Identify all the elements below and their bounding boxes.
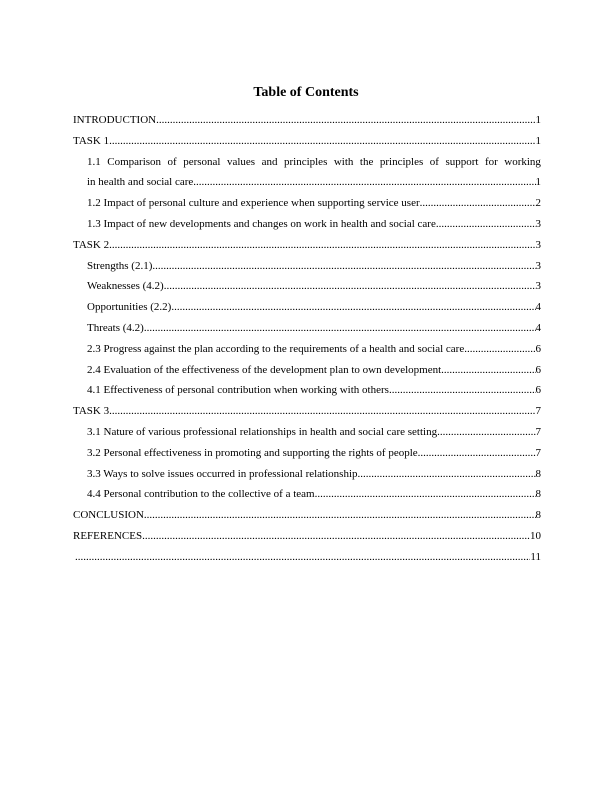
toc-page-number: 8: [535, 467, 541, 480]
toc-page-number: 6: [535, 384, 541, 397]
toc-page-number: 8: [535, 488, 541, 501]
word: with: [333, 155, 354, 168]
toc-entry-text-line2: [87, 172, 541, 193]
toc-entry-text: Strengths (2.1): [87, 259, 153, 272]
table-of-contents: [73, 110, 541, 568]
toc-entry-text: REFERENCES: [73, 529, 143, 542]
dot-leader: [156, 110, 535, 131]
toc-entry-text: INTRODUCTION: [73, 114, 157, 126]
dot-leader: [441, 360, 535, 381]
toc-entry-introduction[interactable]: [73, 110, 541, 131]
toc-entry-text: 3.2 Personal effectiveness in promoting and supporting the rights of people: [87, 446, 418, 459]
word: values: [226, 155, 256, 168]
dot-leader: [420, 193, 536, 214]
dot-leader: [389, 380, 536, 401]
word: of: [429, 155, 439, 168]
dot-leader: [109, 131, 535, 152]
toc-entry-conclusion[interactable]: [73, 505, 541, 526]
toc-entry-3-2[interactable]: [73, 443, 541, 464]
toc-entry-task-1[interactable]: [73, 131, 541, 152]
word: for: [484, 155, 498, 168]
word: working: [504, 155, 541, 168]
toc-entry-text: 2.4 Evaluation of the effectiveness of the development plan to own development: [87, 363, 442, 376]
dot-leader: [418, 443, 536, 464]
dot-leader: [142, 526, 530, 547]
toc-page-number: 7: [535, 425, 541, 438]
toc-page-number: 4: [535, 301, 541, 314]
toc-entry-text: 2.3 Progress against the plan according to the requirements of a health and social care: [87, 342, 465, 355]
dot-leader: [152, 256, 535, 277]
toc-page-number: 3: [535, 217, 541, 230]
toc-entry-3-3[interactable]: [73, 464, 541, 485]
dot-leader: [164, 276, 536, 297]
toc-entry-4-1[interactable]: [73, 380, 541, 401]
toc-entry-4-4[interactable]: [73, 484, 541, 505]
toc-entry-text: 1.3 Impact of new developments and changes on work in health and social care: [87, 217, 436, 230]
dot-leader: [109, 235, 535, 256]
toc-page-number: 3: [535, 280, 541, 293]
toc-entry-text: TASK 2: [73, 238, 110, 251]
dot-leader: [464, 339, 535, 360]
toc-entry-text: Opportunities (2.2): [87, 301, 172, 314]
dot-leader: [436, 214, 536, 235]
dot-leader: [109, 401, 535, 422]
dot-leader: [358, 464, 536, 485]
toc-entry-3-1[interactable]: [73, 422, 541, 443]
toc-page-number: 11: [530, 550, 541, 563]
toc-entry-weaknesses[interactable]: [73, 276, 541, 297]
toc-page-number: 8: [535, 509, 541, 522]
dot-leader: [193, 172, 535, 193]
dot-leader: [75, 547, 530, 568]
toc-entry-text-line1: [87, 152, 541, 173]
toc-entry-strengths[interactable]: [73, 256, 541, 277]
toc-entry-task-3[interactable]: [73, 401, 541, 422]
toc-entry-text: TASK 3: [73, 405, 110, 418]
dot-leader: [315, 484, 536, 505]
toc-entry-text: Weaknesses (4.2): [87, 280, 164, 293]
toc-page-number: 2: [535, 197, 541, 210]
word: principles: [283, 155, 328, 168]
word: 1.1: [87, 155, 101, 168]
dot-leader: [171, 297, 535, 318]
toc-entry-text: 4.4 Personal contribution to the collective of a team: [87, 488, 315, 501]
toc-entry-1-3[interactable]: [73, 214, 541, 235]
word: support: [445, 155, 479, 168]
word: principles: [379, 155, 424, 168]
word: Comparison: [107, 155, 162, 168]
toc-entry-text: in health and social care: [87, 176, 194, 189]
toc-page-number: 7: [535, 446, 541, 459]
toc-entry-text: Threats (4.2): [87, 321, 144, 334]
toc-entry-references[interactable]: [73, 526, 541, 547]
toc-entry-text: 3.1 Nature of various professional relationships in health and social care setting: [87, 425, 438, 438]
toc-page-number: 1: [535, 114, 541, 126]
toc-entry-text: 1.2 Impact of personal culture and experience when supporting service user: [87, 197, 420, 210]
toc-page-number: 6: [535, 342, 541, 355]
dot-leader: [144, 505, 536, 526]
toc-page-number: 7: [535, 405, 541, 418]
toc-entry-threats[interactable]: [73, 318, 541, 339]
toc-entry-opportunities[interactable]: [73, 297, 541, 318]
toc-entry-1-2[interactable]: [73, 193, 541, 214]
toc-entry-1-1[interactable]: [73, 152, 541, 194]
dot-leader: [144, 318, 536, 339]
toc-page-number: 6: [535, 363, 541, 376]
toc-page-number: 1: [535, 134, 541, 147]
toc-entry-2-4[interactable]: [73, 360, 541, 381]
toc-page-number: 3: [535, 238, 541, 251]
toc-entry-text: CONCLUSION: [73, 509, 144, 522]
toc-entry-text: 4.1 Effectiveness of personal contribution when working with others: [87, 384, 389, 397]
toc-page-number: 4: [535, 321, 541, 334]
toc-page-number: 10: [530, 529, 541, 542]
toc-page-number: 3: [535, 259, 541, 272]
dot-leader: [437, 422, 535, 443]
toc-title: Table of Contents: [253, 85, 359, 100]
toc-entry-untitled[interactable]: [73, 547, 541, 568]
word: and: [261, 155, 278, 168]
word: of: [167, 155, 177, 168]
word: personal: [183, 155, 221, 168]
toc-entry-text: TASK 1: [73, 134, 110, 147]
toc-entry-text: 3.3 Ways to solve issues occurred in professional relationship: [87, 467, 358, 480]
toc-entry-task-2[interactable]: [73, 235, 541, 256]
word: the: [359, 155, 374, 168]
toc-page-number: 1: [535, 176, 541, 189]
toc-entry-2-3[interactable]: [73, 339, 541, 360]
